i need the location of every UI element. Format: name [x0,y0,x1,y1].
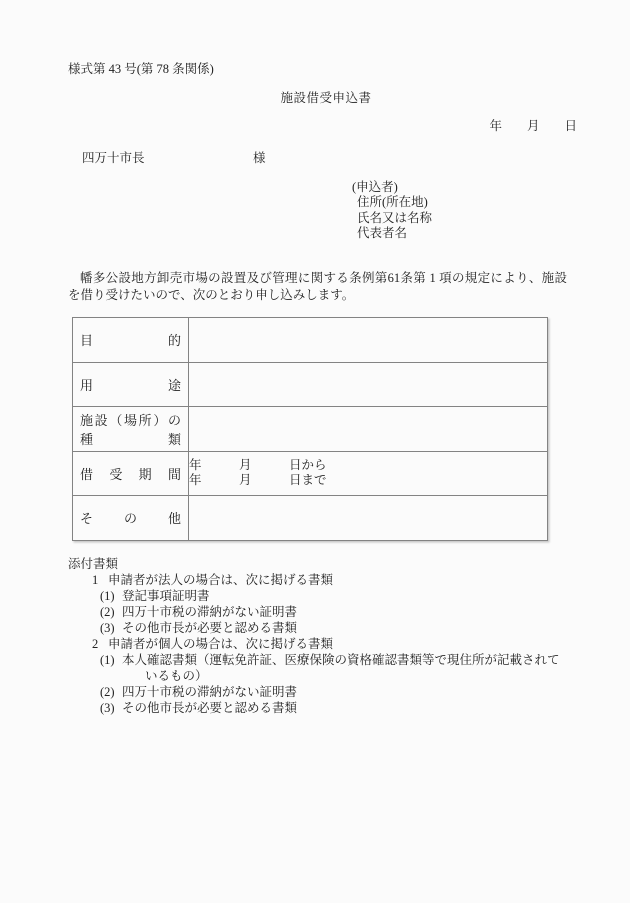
row-facility-type-label: 施設（場所）の種類 [80,412,181,447]
row-purpose-label: 目的 [80,333,181,349]
attachment-item-continuation: いるもの） [145,669,208,683]
row-purpose [73,318,548,363]
attachment-item: (2) 四万十市税の滞納がない証明書 [100,605,298,619]
applicant-field-representative: 代表者名 [357,226,408,241]
applicant-heading: (申込者) [352,180,398,194]
attachment-item: (1) 本人確認書類（運転免許証、医療保険の資格確認書類等で現住所が記載されて [100,653,560,667]
row-usage [73,362,548,407]
row-rental-period-label: 借受期間 [80,466,181,482]
attachment-item: (3) その他市長が必要と認める書類 [100,621,298,635]
attachments-group-1-title [68,572,608,588]
row-facility-type-value [189,407,548,452]
document-title: 施設借受申込書 [280,91,372,105]
attachment-item: (1) 登記事項証明書 [100,589,210,603]
addressee-line [82,148,266,166]
attachments-group-2-title [68,636,608,652]
period-to-line: 年 月 日まで [189,473,327,488]
attachments-heading: 添付書類 [68,557,119,571]
row-rental-period [73,451,548,496]
row-rental-period-value [189,451,548,496]
application-table [72,317,548,541]
attachments-section [68,556,608,716]
row-other-label: その他 [80,511,181,527]
group-2-number: 2 [92,637,99,651]
group-1-title-text: 申請者が法人の場合は、次に掲げる書類 [108,573,334,587]
attachment-item: (2) 四万十市税の滞納がない証明書 [100,685,298,699]
period-from-line: 年 月 日から [189,457,327,472]
row-usage-value [189,362,548,407]
group-1-number: 1 [92,573,99,587]
applicant-section [352,180,432,242]
row-facility-type [73,407,548,452]
form-number-label: 様式第 43 号(第 78 条関係) [68,62,214,76]
row-usage-label: 用途 [80,377,181,393]
group-2-title-text: 申請者が個人の場合は、次に掲げる書類 [108,637,334,651]
addressee-name: 四万十市長 [82,151,145,165]
date-line: 年 月 日 [489,119,577,133]
row-other-value [189,496,548,541]
applicant-field-name: 氏名又は名称 [357,210,433,225]
applicant-field-address: 住所(所在地) [357,195,428,210]
honorific-label: 様 [253,151,266,165]
attachment-item: (3) その他市長が必要と認める書類 [100,701,298,715]
body-paragraph: 幡多公設地方卸売市場の設置及び管理に関する条例第61条第 1 項の規定により、施設を借り受けたいので、次のとおり申し込みします。 [68,271,567,303]
row-other [73,496,548,541]
row-purpose-value [189,318,548,363]
